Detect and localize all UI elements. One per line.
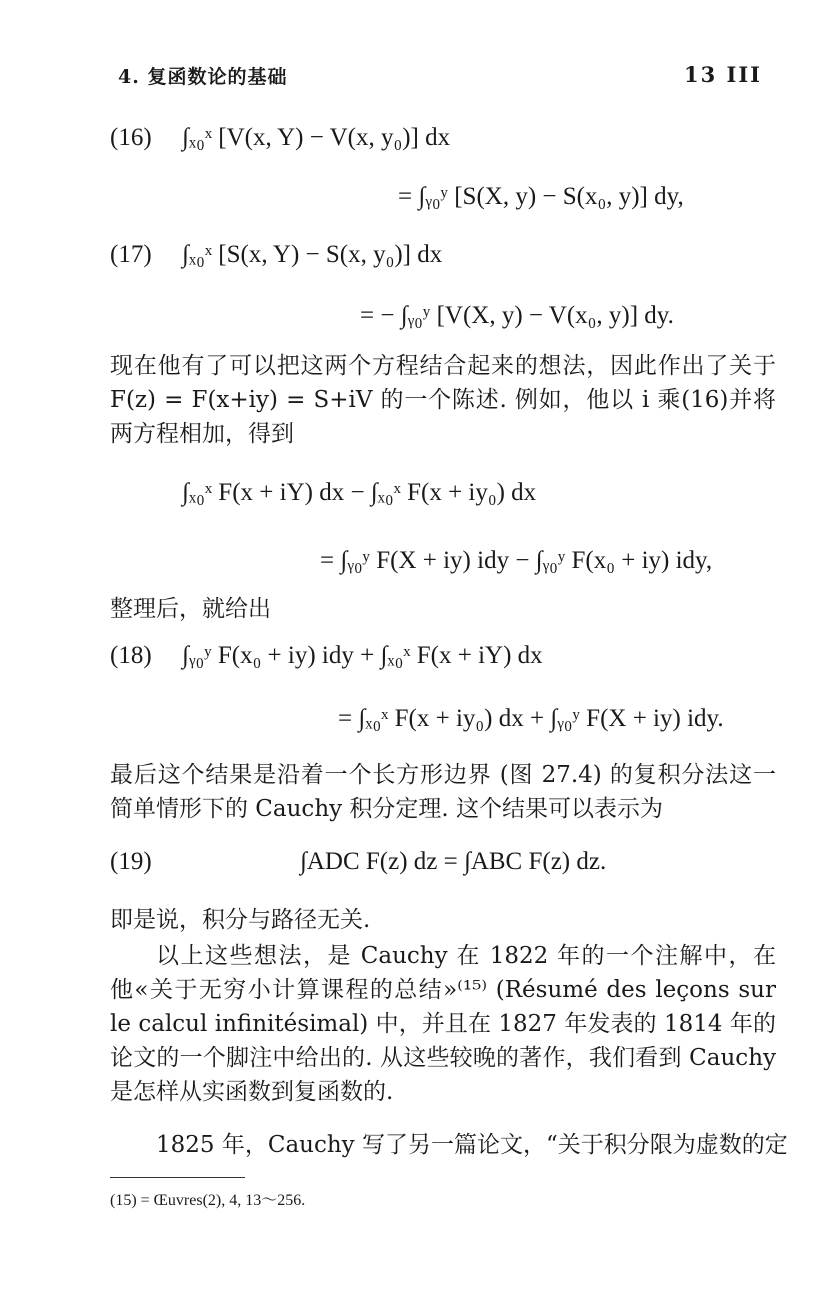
- equation-number-17: (17): [110, 241, 152, 268]
- equation-17-line-2: = − ∫ᵧ₀ʸ [V(X, y) − V(x₀, y)] dy.: [360, 302, 674, 329]
- paragraph-2: 整理后，就给出: [110, 596, 271, 622]
- paragraph-4: 即是说，积分与路径无关.: [110, 907, 371, 933]
- paragraph-5: 以上这些想法，是 Cauchy 在 1822 年的一个注解中，在他«关于无穷小计算课程的总结»⁽¹⁵⁾ (Résumé des leçons sur le calcul infinitésimal) 中，并且在 1827 年发表的 1814 年的论文的一个脚注中给出的. 从这些较晚的著作，我们看到 Cauchy 是怎样从实函数到复函数的.: [110, 943, 776, 1105]
- equation-number-16: (16): [110, 124, 152, 151]
- equation-number-19: (19): [110, 848, 152, 875]
- equation-sum-line-1: ∫ₓ₀ˣ F(x + iY) dx − ∫ₓ₀ˣ F(x + iy₀) dx: [182, 479, 537, 506]
- equation-16-line-2: = ∫ᵧ₀ʸ [S(X, y) − S(x₀, y)] dy,: [398, 183, 684, 210]
- equation-18-line-1: ∫ᵧ₀ʸ F(x₀ + iy) idy + ∫ₓ₀ˣ F(x + iY) dx: [182, 642, 543, 669]
- paragraph-6: 1825 年，Cauchy 写了另一篇论文，“关于积分限为虚数的定: [156, 1132, 788, 1158]
- equation-19: ∫ADC F(z) dz = ∫ABC F(z) dz.: [300, 848, 607, 875]
- equation-16-line-1: ∫ₓ₀ˣ [V(x, Y) − V(x, y₀)] dx: [182, 124, 451, 151]
- equation-sum-line-2: = ∫ᵧ₀ʸ F(X + iy) idy − ∫ᵧ₀ʸ F(x₀ + iy) idy,: [320, 547, 713, 574]
- running-header: [118, 62, 762, 92]
- page-number: 13 III: [683, 62, 762, 87]
- equation-number-18: (18): [110, 642, 152, 669]
- footnote-15: (15) = Œuvres(2), 4, 13～256.: [110, 1192, 306, 1209]
- equation-18-line-2: = ∫ₓ₀ˣ F(x + iy₀) dx + ∫ᵧ₀ʸ F(X + iy) idy.: [338, 705, 724, 732]
- paragraph-3: 最后这个结果是沿着一个长方形边界 (图 27.4) 的复积分法这一简单情形下的 Cauchy 积分定理. 这个结果可以表示为: [110, 762, 776, 822]
- equation-17-line-1: ∫ₓ₀ˣ [S(x, Y) − S(x, y₀)] dx: [182, 241, 443, 268]
- chapter-title: 4. 复函数论的基础: [118, 66, 288, 88]
- paragraph-1: 现在他有了可以把这两个方程结合起来的想法，因此作出了关于 F(z) = F(x+iy) = S+iV 的一个陈述. 例如，他以 i 乘(16)并将两方程相加，得到: [110, 353, 776, 447]
- footnote-rule: [110, 1177, 245, 1178]
